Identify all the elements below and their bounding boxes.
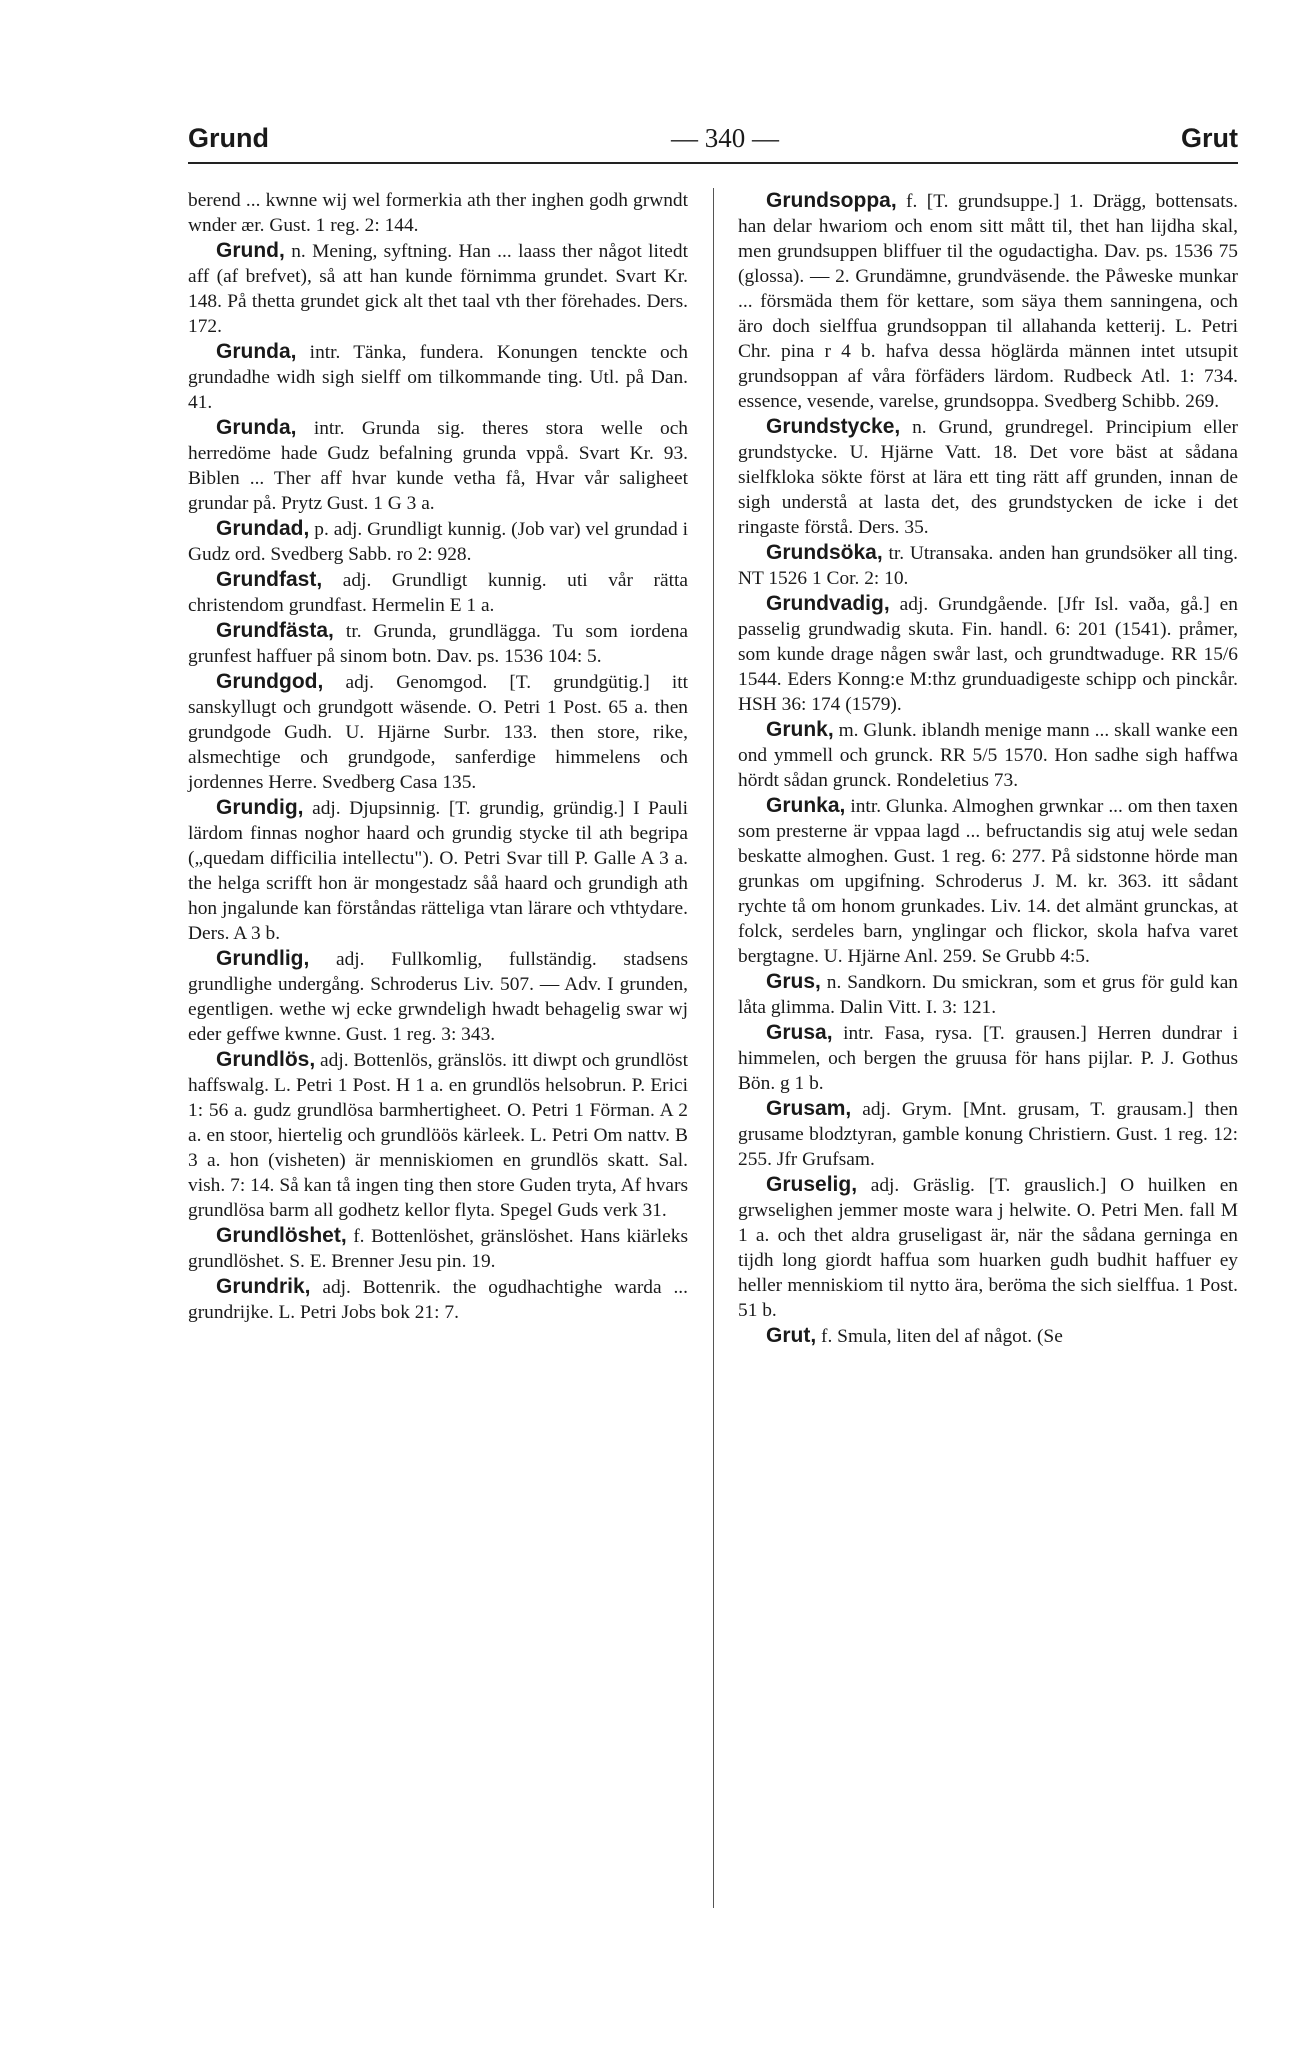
entry-headword: Grundsöka, (766, 541, 883, 564)
entry-text: adj. Gräslig. [T. grauslich.] O huilken en grwselighen jemmer moste wara j helwite. O. Petri Men. fall M 1 a. och thet aldra gruseligast är, när the sådana gerninga en tijdh long giordt haffua som huarken gudh budhit haffuer ey heller menniskiom til nytto ära, beröma the sich sielffua. 1 Post. 51 b. (738, 1175, 1238, 1321)
dictionary-entry (188, 946, 688, 1047)
dictionary-entry (188, 238, 688, 339)
dictionary-entry (738, 1020, 1238, 1096)
entry-headword: Grundfast, (216, 568, 323, 591)
dictionary-entry (188, 339, 688, 415)
dictionary-entry (738, 793, 1238, 969)
entry-headword: Grundsoppa, (766, 189, 897, 212)
page-number: — 340 — (671, 122, 779, 153)
entry-text: f. [T. grundsuppe.] 1. Drägg, bottensats. han delar hwariom och enom sitt mått til, thet han lijdha skal, men grundsuppen bliffuer til the ogudactigha. Dav. ps. 1536 75 (glossa). — 2. Grundämne, grundväsende. the Påweske munkar ... försmäda them för kettare, som säya them sanningena, och äro doch sielffua grundsoppan til allahanda ketterij. L. Petri Chr. pina r 4 b. hafva dessa höglärda männen intet utsupit grundsoppan af våra förfäders lärdom. Rudbeck Atl. 1: 734. essence, vesende, varelse, grundsoppa. Svedberg Schibb. 269. (738, 191, 1238, 412)
entry-text: adj. Bottenrik. the ogudhachtighe warda ... grundrijke. L. Petri Jobs bok 21: 7. (188, 1277, 688, 1323)
entry-text: m. Glunk. iblandh menige mann ... skall wanke een ond ymmell och grunck. RR 5/5 1570. Hon sadhe sigh haffwa hördt sådan grunck. Rondeletius 73. (738, 720, 1238, 791)
entry-headword: Grundlös, (216, 1048, 316, 1071)
entry-text: intr. Glunka. Almoghen grwnkar ... om then taxen som presterne är vppaa lagd ... befructandis sig atuj wele sedan beskatte almoghen. Gust. 1 reg. 6: 277. På sidstonne hörde man grunkas om upgifning. Schroderus J. M. kr. 363. itt sådant rychte tå om honom grunkades. Liv. 14. det almänt grunckas, at folck, serdeles barn, ynglingar och flickor, skola hafva varet bergtagne. U. Hjärne Anl. 259. Se Grubb 4:5. (738, 796, 1238, 967)
header-right-word: Grut (1181, 122, 1238, 153)
entry-headword: Grunda, (216, 340, 297, 363)
entry-text: intr. Fasa, rysa. [T. grausen.] Herren dundrar i himmelen, och bergen the gruusa för hans pijlar. P. J. Gothus Bön. g 1 b. (738, 1023, 1238, 1094)
dictionary-entry (188, 188, 688, 238)
entry-headword: Grunda, (216, 416, 297, 439)
entry-headword: Gruselig, (766, 1173, 858, 1196)
dictionary-columns (188, 188, 1238, 2018)
left-column (188, 188, 688, 1325)
entry-headword: Grundfästa, (216, 619, 334, 642)
entry-headword: Grundlöshet, (216, 1224, 347, 1247)
dictionary-entry (188, 516, 688, 567)
dictionary-entry (738, 591, 1238, 717)
dictionary-entry (738, 1172, 1238, 1323)
entry-text: adj. Grundligt kunnig. uti vår rätta christendom grundfast. Hermelin E 1 a. (188, 570, 688, 616)
dictionary-entry (738, 188, 1238, 414)
entry-headword: Grundgod, (216, 670, 324, 693)
dictionary-entry (188, 1223, 688, 1274)
dictionary-entry (188, 618, 688, 669)
entry-text: adj. Djupsinnig. [T. grundig, gründig.] I Pauli lärdom finnas noghor haard och grundig stycke til ath begripa („quedam difficilia intellectu"). O. Petri Svar till P. Galle A 3 a. the helga scrifft hon är mongestadz såå haard och grundigh ath hon jngalunde kan förståndas rätteliga vtan lärare och vthtydare. Ders. A 3 b. (188, 798, 688, 944)
entry-text: p. adj. Grundligt kunnig. (Job var) vel grundad i Gudz ord. Svedberg Sabb. ro 2: 928. (188, 519, 688, 565)
header-left-word: Grund (188, 122, 269, 153)
dictionary-entry (188, 669, 688, 795)
entry-text: tr. Grunda, grundlägga. Tu som iordena grunfest haffuer på sinom botn. Dav. ps. 1536 104: 5. (188, 621, 688, 667)
entry-headword: Grusa, (766, 1021, 833, 1044)
dictionary-entry (738, 717, 1238, 793)
entry-text: n. Grund, grundregel. Principium eller grundstycke. U. Hjärne Vatt. 18. Det vore bäst at sådana sielfkloka sökte först at lära ett ting rätt aff grunden, innan de sigh understå at lasta det, des grundstycken de icke i det ringaste förstå. Ders. 35. (738, 417, 1238, 538)
entry-headword: Grundstycke, (766, 415, 901, 438)
entry-headword: Grundrik, (216, 1275, 311, 1298)
header-rule (188, 162, 1238, 164)
entry-headword: Grusam, (766, 1097, 852, 1120)
entry-headword: Grundlig, (216, 947, 310, 970)
entry-text: berend ... kwnne wij wel formerkia ath ther inghen godh grwndt wnder ær. Gust. 1 reg. 2: 144. (188, 190, 688, 236)
entry-headword: Grundig, (216, 796, 304, 819)
entry-text: f. Bottenlöshet, gränslöshet. Hans kiärleks grundlöshet. S. E. Brenner Jesu pin. 19. (188, 1226, 688, 1272)
dictionary-entry (738, 969, 1238, 1020)
entry-headword: Grundvadig, (766, 592, 890, 615)
entry-headword: Grunk, (766, 718, 834, 741)
dictionary-entry (188, 1274, 688, 1325)
entry-text: intr. Grunda sig. theres stora welle och herredöme hade Gudz befalning grunda vppå. Svart Kr. 93. Biblen ... Ther aff hvar kunde vetha få, Hvar vår saligheet grundar på. Prytz Gust. 1 G 3 a. (188, 418, 688, 514)
entry-text: f. Smula, liten del af något. (Se (816, 1326, 1063, 1347)
entry-text: adj. Grym. [Mnt. grusam, T. grausam.] then grusame blodztyran, gamble konung Christiern. Gust. 1 reg. 12: 255. Jfr Grufsam. (738, 1099, 1238, 1170)
entry-text: tr. Utransaka. anden han grundsöker all ting. NT 1526 1 Cor. 2: 10. (738, 543, 1238, 589)
entry-headword: Grund, (216, 239, 285, 262)
dictionary-entry (738, 1323, 1238, 1349)
column-divider (713, 188, 714, 1908)
entry-headword: Grus, (766, 970, 821, 993)
dictionary-entry (738, 540, 1238, 591)
entry-text: adj. Fullkomlig, fullständig. stadsens grundlighe undergång. Schroderus Liv. 507. — Adv. I grunden, egentligen. wethe wj ecke grwndeligh hwadt behagelig swar wj eder geffwe kwnne. Gust. 1 reg. 3: 343. (188, 949, 688, 1045)
entry-headword: Grut, (766, 1324, 817, 1347)
running-header (188, 118, 1238, 158)
entry-text: n. Sandkorn. Du smickran, som et grus för guld kan låta glimma. Dalin Vitt. I. 3: 121. (738, 972, 1238, 1018)
entry-text: adj. Bottenlös, gränslös. itt diwpt och grundlöst haffswalg. L. Petri 1 Post. H 1 a. en grundlös helsobrun. P. Erici 1: 56 a. gudz grundlösa barmhertigheet. O. Petri 1 Förman. A 2 a. en stoor, hiertelig och grundlöös kärleek. L. Petri Om nattv. B 3 a. hon (visheten) är menniskiomen en grundlös skatt. Sal. vish. 7: 14. Så kan tå ingen ting then store Guden tryta, Af hvars grundlösa barm all godhetz kellor flyta. Spegel Guds verk 31. (188, 1050, 688, 1221)
dictionary-entry (188, 415, 688, 516)
entry-text: adj. Genomgod. [T. grundgütig.] itt sanskyllugt och grundgott wäsende. O. Petri 1 Post. 65 a. then grundgode Gudh. U. Hjärne Surbr. 133. then store, rike, alsmechtige och grundgode, sanferdige himmelens och jordennes Herre. Svedberg Casa 135. (188, 672, 688, 793)
dictionary-entry (188, 1047, 688, 1223)
dictionary-entry (188, 567, 688, 618)
entry-headword: Grunka, (766, 794, 846, 817)
right-column (738, 188, 1238, 1349)
entry-text: intr. Tänka, fundera. Konungen tenckte och grundadhe widh sigh sielff om tilkommande ting. Utl. på Dan. 41. (188, 342, 688, 413)
entry-headword: Grundad, (216, 517, 310, 540)
dictionary-entry (738, 414, 1238, 540)
entry-text: adj. Grundgående. [Jfr Isl. vaða, gå.] en passelig grundwadig skuta. Fin. handl. 6: 201 (1541). pråmer, som kunde drage någen swår last, och grundtwaduge. RR 15/6 1544. Eders Konng:e M:thz grunduadigeste schipp och pinckår. HSH 36: 174 (1579). (738, 594, 1238, 715)
dictionary-entry (188, 795, 688, 946)
entry-text: n. Mening, syftning. Han ... laass ther något litedt aff (af brefvet), så att han kunde förnimma grundet. Svart Kr. 148. På thetta grundet gick alt thet taal vth ther förehades. Ders. 172. (188, 241, 688, 337)
dictionary-entry (738, 1096, 1238, 1172)
